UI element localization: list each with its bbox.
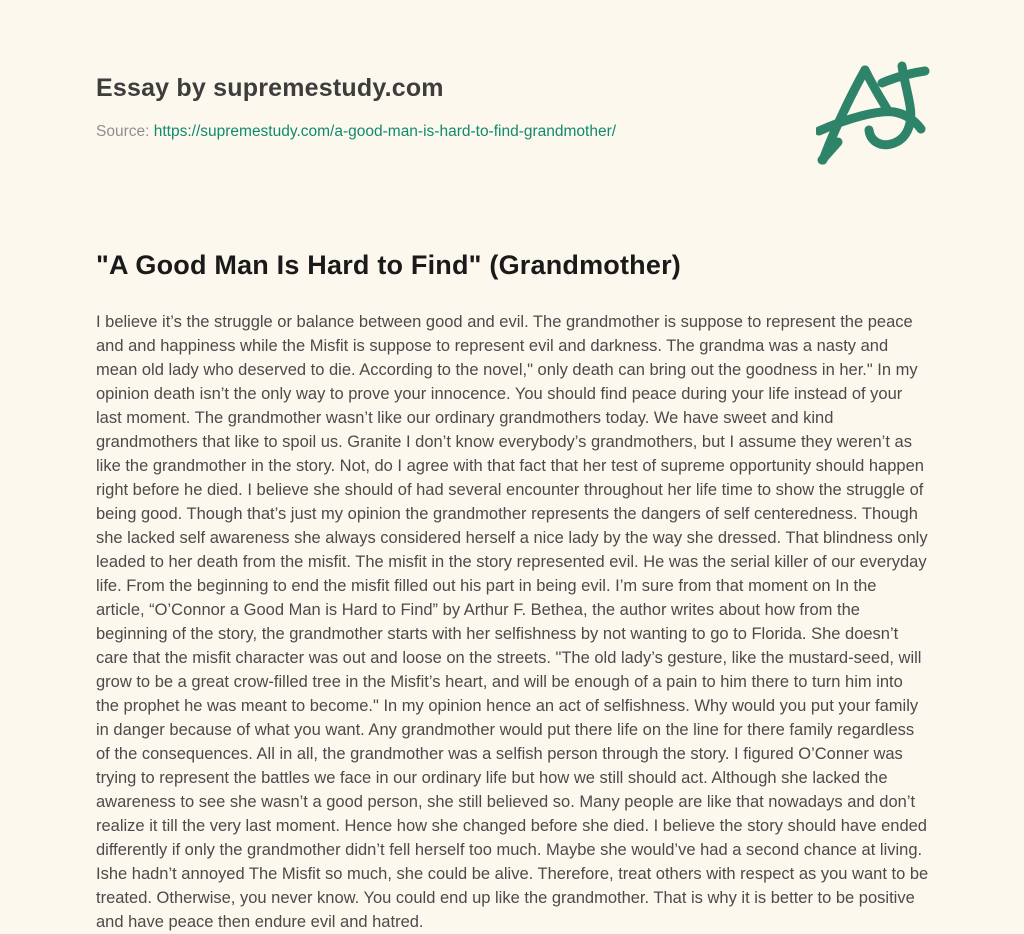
source-line — [96, 123, 616, 141]
essay-title: "A Good Man Is Hard to Find" (Grandmother) — [96, 250, 681, 280]
source-label: Source: — [96, 123, 150, 140]
essay-body-text: I believe it’s the struggle or balance between good and evil. The grandmother is suppose to represent the peace and and happiness while the Misfit is suppose to represent evil and darkness. The grandma was a nasty and mean old lady who deserved to die. According to the novel," only death can bring out the goodness in her." In my opinion death isn’t the only way to prove your innocence. You should find peace during your life instead of your last moment. The grandmother wasn’t like our ordinary grandmothers today. We have sweet and kind grandmothers that like to spoil us. Granite I don’t know everybody’s grandmothers, but I assume they weren’t as like the grandmother in the story. Not, do I agree with that fact that her test of supreme opportunity should happen right before he died. I believe she should of had several encounter throughout her life time to show the struggle of being good. Though that’s just my opinion the grandmother represents the dangers of self centeredness. Though she lacked self awareness she always considered herself a nice lady by the way she dressed. That blindness only leaded to her death from the misfit. The misfit in the story represented evil. He was the serial killer of our everyday life. From the beginning to end the misfit filled out his part in being evil. I’m sure from that moment on In the article, “O’Connor a Good Man is Hard to Find” by Arthur F. Bethea, the author writes about how from the beginning of the story, the grandmother starts with her selfishness by not wanting to go to Florida. She doesn’t care that the misfit character was out and loose on the streets. "The old lady’s gesture, like the mustard-seed, will grow to be a great crow-filled tree in the Misfit’s heart, and will be enough of a pain to him there to turn him into the prophet he was meant to become." In my opinion hence an act of selfishness. Why would you put your family in danger because of what you want. Any grandmother would put there life on the line for there family regardless of the consequences. All in all, the grandmother was a selfish person through the story. I figured O’Conner was trying to represent the battles we face in our ordinary life but how we still should act. Although she lacked the awareness to see she wasn’t a good person, she still believed so. Many people are like that nowadays and don’t realize it till the very last moment. Hence how she changed before she died. I believe the story should have ended differently if only the grandmother didn’t fell herself too much. Maybe she would’ve had a second chance at living. Ishe hadn’t annoyed The Misfit so much, she could be alive. Therefore, treat others with respect as you want to be treated. Otherwise, you never know. You could end up like the grandmother. That is why it is better to be positive and have peace then endure evil and hatred. — [96, 313, 929, 931]
source-url-link[interactable]: https://supremestudy.com/a-good-man-is-hard-to-find-grandmother/ — [153, 123, 617, 140]
a-plus-logo-icon — [816, 60, 936, 170]
a-plus-logo-strokes — [819, 66, 925, 160]
site-heading: Essay by supremestudy.com — [96, 74, 444, 102]
